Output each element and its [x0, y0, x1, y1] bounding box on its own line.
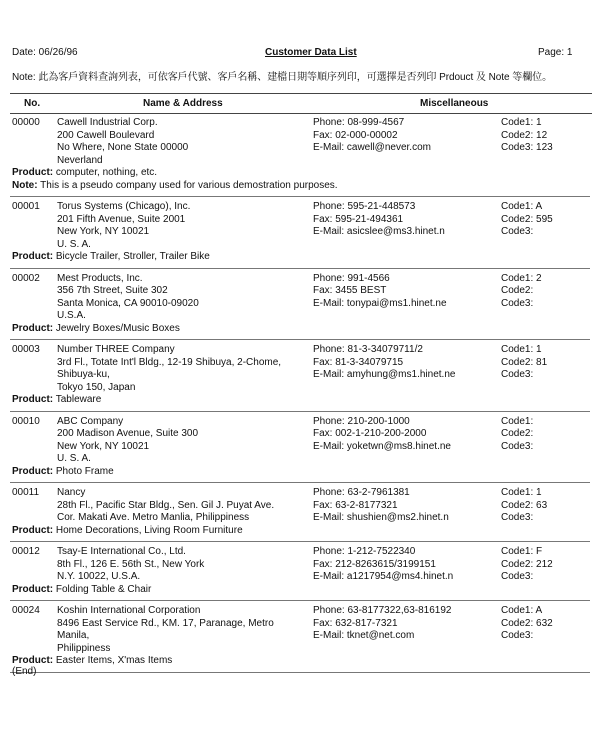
- fax-number: Fax: 02-000-00002: [313, 129, 398, 141]
- record-separator: [10, 339, 590, 340]
- product-value: Folding Table & Chair: [55, 583, 152, 595]
- product-line: [0, 655, 600, 668]
- record-line: [0, 239, 600, 252]
- record-line: [0, 369, 600, 382]
- address-line: N.Y. 10022, U.S.A.: [57, 571, 141, 582]
- record-line: [0, 201, 600, 214]
- email-address: E-Mail: tonypai@ms1.hinet.ne: [313, 297, 447, 309]
- code-2: Code2:: [501, 428, 534, 439]
- column-header-no: No.: [24, 98, 41, 109]
- code-3: Code3:: [501, 512, 534, 523]
- customer-record: [0, 487, 600, 542]
- phone-number: Phone: 63-8177322,63-816192: [313, 605, 452, 616]
- record-line: [0, 273, 600, 286]
- product-line: [0, 323, 600, 336]
- report-date: Date: 06/26/96: [12, 47, 78, 58]
- note-line: [0, 180, 600, 193]
- address-line: 8th Fl., 126 E. 56th St., New York: [57, 558, 205, 570]
- fax-number: Fax: 595-21-494361: [313, 213, 404, 225]
- code-1: Code1: 1: [501, 344, 542, 355]
- phone-number: Phone: 63-2-7961381: [313, 487, 410, 498]
- address-line: No Where, None State 00000: [57, 142, 189, 153]
- record-line: [0, 226, 600, 239]
- code-3: Code3: 123: [501, 142, 553, 153]
- record-line: [0, 512, 600, 525]
- product-label: Product:: [12, 583, 54, 595]
- code-1: Code1: A: [501, 605, 543, 616]
- customer-name: Nancy: [57, 487, 86, 498]
- fax-number: Fax: 632-817-7321: [313, 617, 398, 629]
- record-line: [0, 357, 600, 370]
- product-label: Product:: [12, 394, 54, 405]
- code-2: Code2: 595: [501, 213, 553, 225]
- address-line: New York, NY 10021: [57, 440, 150, 452]
- customer-number: 00012: [12, 546, 40, 557]
- record-line: [0, 643, 600, 656]
- product-label: Product:: [12, 524, 54, 536]
- fax-number: Fax: 212-8263615/3199151: [313, 558, 436, 570]
- code-2: Code2: 12: [501, 129, 548, 141]
- address-line: New York, NY 10021: [57, 226, 150, 237]
- product-value: Home Decorations, Living Room Furniture: [55, 524, 243, 536]
- product-value: Tableware: [55, 394, 102, 405]
- record-separator: [10, 541, 590, 542]
- email-address: E-Mail: shushien@ms2.hinet.n: [313, 512, 449, 523]
- record-line: [0, 130, 600, 143]
- product-label: Product:: [12, 655, 54, 666]
- note-value: This is a pseudo company used for various demostration purposes.: [40, 179, 338, 191]
- product-value: Jewelry Boxes/Music Boxes: [55, 322, 180, 334]
- record-line: [0, 453, 600, 466]
- customer-record: [0, 273, 600, 341]
- customer-number: 00024: [12, 605, 40, 616]
- record-line: [0, 605, 600, 618]
- product-value: Photo Frame: [55, 465, 114, 477]
- fax-number: Fax: 3455 BEST: [313, 285, 387, 296]
- code-2: Code2: 212: [501, 558, 553, 570]
- product-label: Product:: [12, 251, 54, 262]
- address-line: Neverland: [57, 154, 103, 166]
- record-separator: [10, 672, 590, 673]
- column-header-name-address: Name & Address: [143, 98, 223, 109]
- fax-number: Fax: 63-2-8177321: [313, 499, 398, 511]
- address-line: 8496 East Service Rd., KM. 17, Paranage, Metro: [57, 617, 274, 629]
- customer-number: 00003: [12, 344, 40, 355]
- address-line: Philippiness: [57, 642, 111, 654]
- page-number: Page: 1: [538, 47, 573, 58]
- record-line: [0, 630, 600, 643]
- product-line: [0, 167, 600, 180]
- code-3: Code3:: [501, 571, 534, 582]
- customer-name: Torus Systems (Chicago), Inc.: [57, 201, 191, 212]
- record-separator: [10, 268, 590, 269]
- record-line: [0, 416, 600, 429]
- record-line: [0, 214, 600, 227]
- customer-record: [0, 416, 600, 484]
- phone-number: Phone: 991-4566: [313, 272, 390, 284]
- email-address: E-Mail: tknet@net.com: [313, 630, 415, 641]
- header-bottom-rule: [10, 113, 592, 114]
- code-1: Code1: 1: [501, 487, 542, 498]
- record-line: [0, 441, 600, 454]
- code-2: Code2: 81: [501, 356, 548, 368]
- customer-name: Tsay-E International Co., Ltd.: [57, 546, 186, 557]
- phone-number: Phone: 08-999-4567: [313, 117, 405, 128]
- column-header-miscellaneous: Miscellaneous: [420, 98, 489, 109]
- phone-number: Phone: 210-200-1000: [313, 415, 410, 427]
- address-line: 200 Madison Avenue, Suite 300: [57, 428, 199, 439]
- code-2: Code2: 632: [501, 617, 553, 629]
- address-line: 200 Cawell Boulevard: [57, 129, 155, 141]
- code-1: Code1: F: [501, 546, 543, 557]
- customer-name: Mest Products, Inc.: [57, 272, 143, 284]
- customer-number: 00002: [12, 272, 40, 284]
- product-line: [0, 584, 600, 597]
- email-address: E-Mail: amyhung@ms1.hinet.ne: [313, 369, 456, 380]
- address-line: U. S. A.: [57, 453, 91, 464]
- record-line: [0, 546, 600, 559]
- address-line: 3rd Fl., Totate Int'l Bldg., 12-19 Shibuya, 2-Chome,: [57, 356, 282, 368]
- address-line: 28th Fl., Pacific Star Bldg., Sen. Gil J. Puyat Ave.: [57, 499, 275, 511]
- record-line: [0, 487, 600, 500]
- address-line: U.S.A.: [57, 310, 86, 321]
- product-line: [0, 525, 600, 538]
- address-line: Cor. Makati Ave. Metro Manlia, Philippiness: [57, 512, 250, 523]
- record-line: [0, 117, 600, 130]
- fax-number: Fax: 81-3-34079715: [313, 356, 404, 368]
- report-title: Customer Data List: [265, 47, 357, 58]
- email-address: E-Mail: asicslee@ms3.hinet.n: [313, 226, 445, 237]
- customer-record: [0, 605, 600, 673]
- code-1: Code1: 1: [501, 117, 542, 128]
- customer-name: ABC Company: [57, 415, 124, 427]
- code-1: Code1: A: [501, 201, 543, 212]
- address-line: Shibuya-ku,: [57, 369, 110, 380]
- customer-number: 00001: [12, 201, 40, 212]
- customer-record: [0, 201, 600, 269]
- customer-record-list: [0, 117, 600, 677]
- product-value: Bicycle Trailer, Stroller, Trailer Bike: [55, 251, 210, 262]
- address-line: Santa Monica, CA 90010-09020: [57, 297, 199, 309]
- code-2: Code2:: [501, 285, 534, 296]
- record-separator: [10, 411, 590, 412]
- record-line: [0, 298, 600, 311]
- product-value: computer, nothing, etc.: [55, 167, 158, 178]
- customer-name: Cawell Industrial Corp.: [57, 117, 158, 128]
- address-line: 201 Fifth Avenue, Suite 2001: [57, 213, 186, 225]
- address-line: Manila,: [57, 630, 90, 641]
- code-1: Code1: 2: [501, 272, 542, 284]
- record-line: [0, 310, 600, 323]
- product-line: [0, 394, 600, 407]
- customer-record: [0, 344, 600, 412]
- record-line: [0, 142, 600, 155]
- customer-name: Koshin International Corporation: [57, 605, 201, 616]
- record-line: [0, 344, 600, 357]
- end-marker: (End): [12, 666, 37, 677]
- product-label: Product:: [12, 465, 54, 477]
- email-address: E-Mail: cawell@never.com: [313, 142, 431, 153]
- report-note: Note: 此為客戶資料查詢列表，可依客戶代號、客戶名稱、建檔日期等順序列印，可選擇是否列印 Prdouct 及 Note 等欄位。: [12, 72, 553, 83]
- customer-record: [0, 117, 600, 197]
- record-separator: [10, 196, 590, 197]
- product-label: Product:: [12, 167, 54, 178]
- phone-number: Phone: 595-21-448573: [313, 201, 416, 212]
- product-value: Easter Items, X'mas Items: [55, 655, 173, 666]
- product-line: [0, 251, 600, 264]
- code-3: Code3:: [501, 297, 534, 309]
- header-top-rule: [10, 93, 592, 94]
- address-line: Tokyo 150, Japan: [57, 381, 136, 393]
- note-label: Note:: [12, 179, 38, 191]
- email-address: E-Mail: a1217954@ms4.hinet.n: [313, 571, 454, 582]
- record-line: [0, 500, 600, 513]
- record-line: [0, 571, 600, 584]
- customer-record: [0, 546, 600, 601]
- record-line: [0, 428, 600, 441]
- record-separator: [10, 600, 590, 601]
- customer-number: 00011: [12, 487, 40, 498]
- phone-number: Phone: 81-3-34079711/2: [313, 344, 423, 355]
- code-3: Code3:: [501, 369, 534, 380]
- record-separator: [10, 482, 590, 483]
- address-line: U. S. A.: [57, 238, 91, 250]
- code-2: Code2: 63: [501, 499, 548, 511]
- record-line: [0, 559, 600, 572]
- code-3: Code3:: [501, 226, 534, 237]
- record-line: [0, 285, 600, 298]
- address-line: 356 7th Street, Suite 302: [57, 285, 168, 296]
- record-line: [0, 382, 600, 395]
- phone-number: Phone: 1-212-7522340: [313, 546, 416, 557]
- code-3: Code3:: [501, 440, 534, 452]
- product-line: [0, 466, 600, 479]
- record-line: [0, 618, 600, 631]
- email-address: E-Mail: yoketwn@ms8.hinet.ne: [313, 440, 451, 452]
- customer-number: 00010: [12, 415, 40, 427]
- record-line: [0, 155, 600, 168]
- code-1: Code1:: [501, 415, 534, 427]
- code-3: Code3:: [501, 630, 534, 641]
- fax-number: Fax: 002-1-210-200-2000: [313, 428, 427, 439]
- product-label: Product:: [12, 322, 54, 334]
- customer-number: 00000: [12, 117, 40, 128]
- customer-name: Number THREE Company: [57, 344, 175, 355]
